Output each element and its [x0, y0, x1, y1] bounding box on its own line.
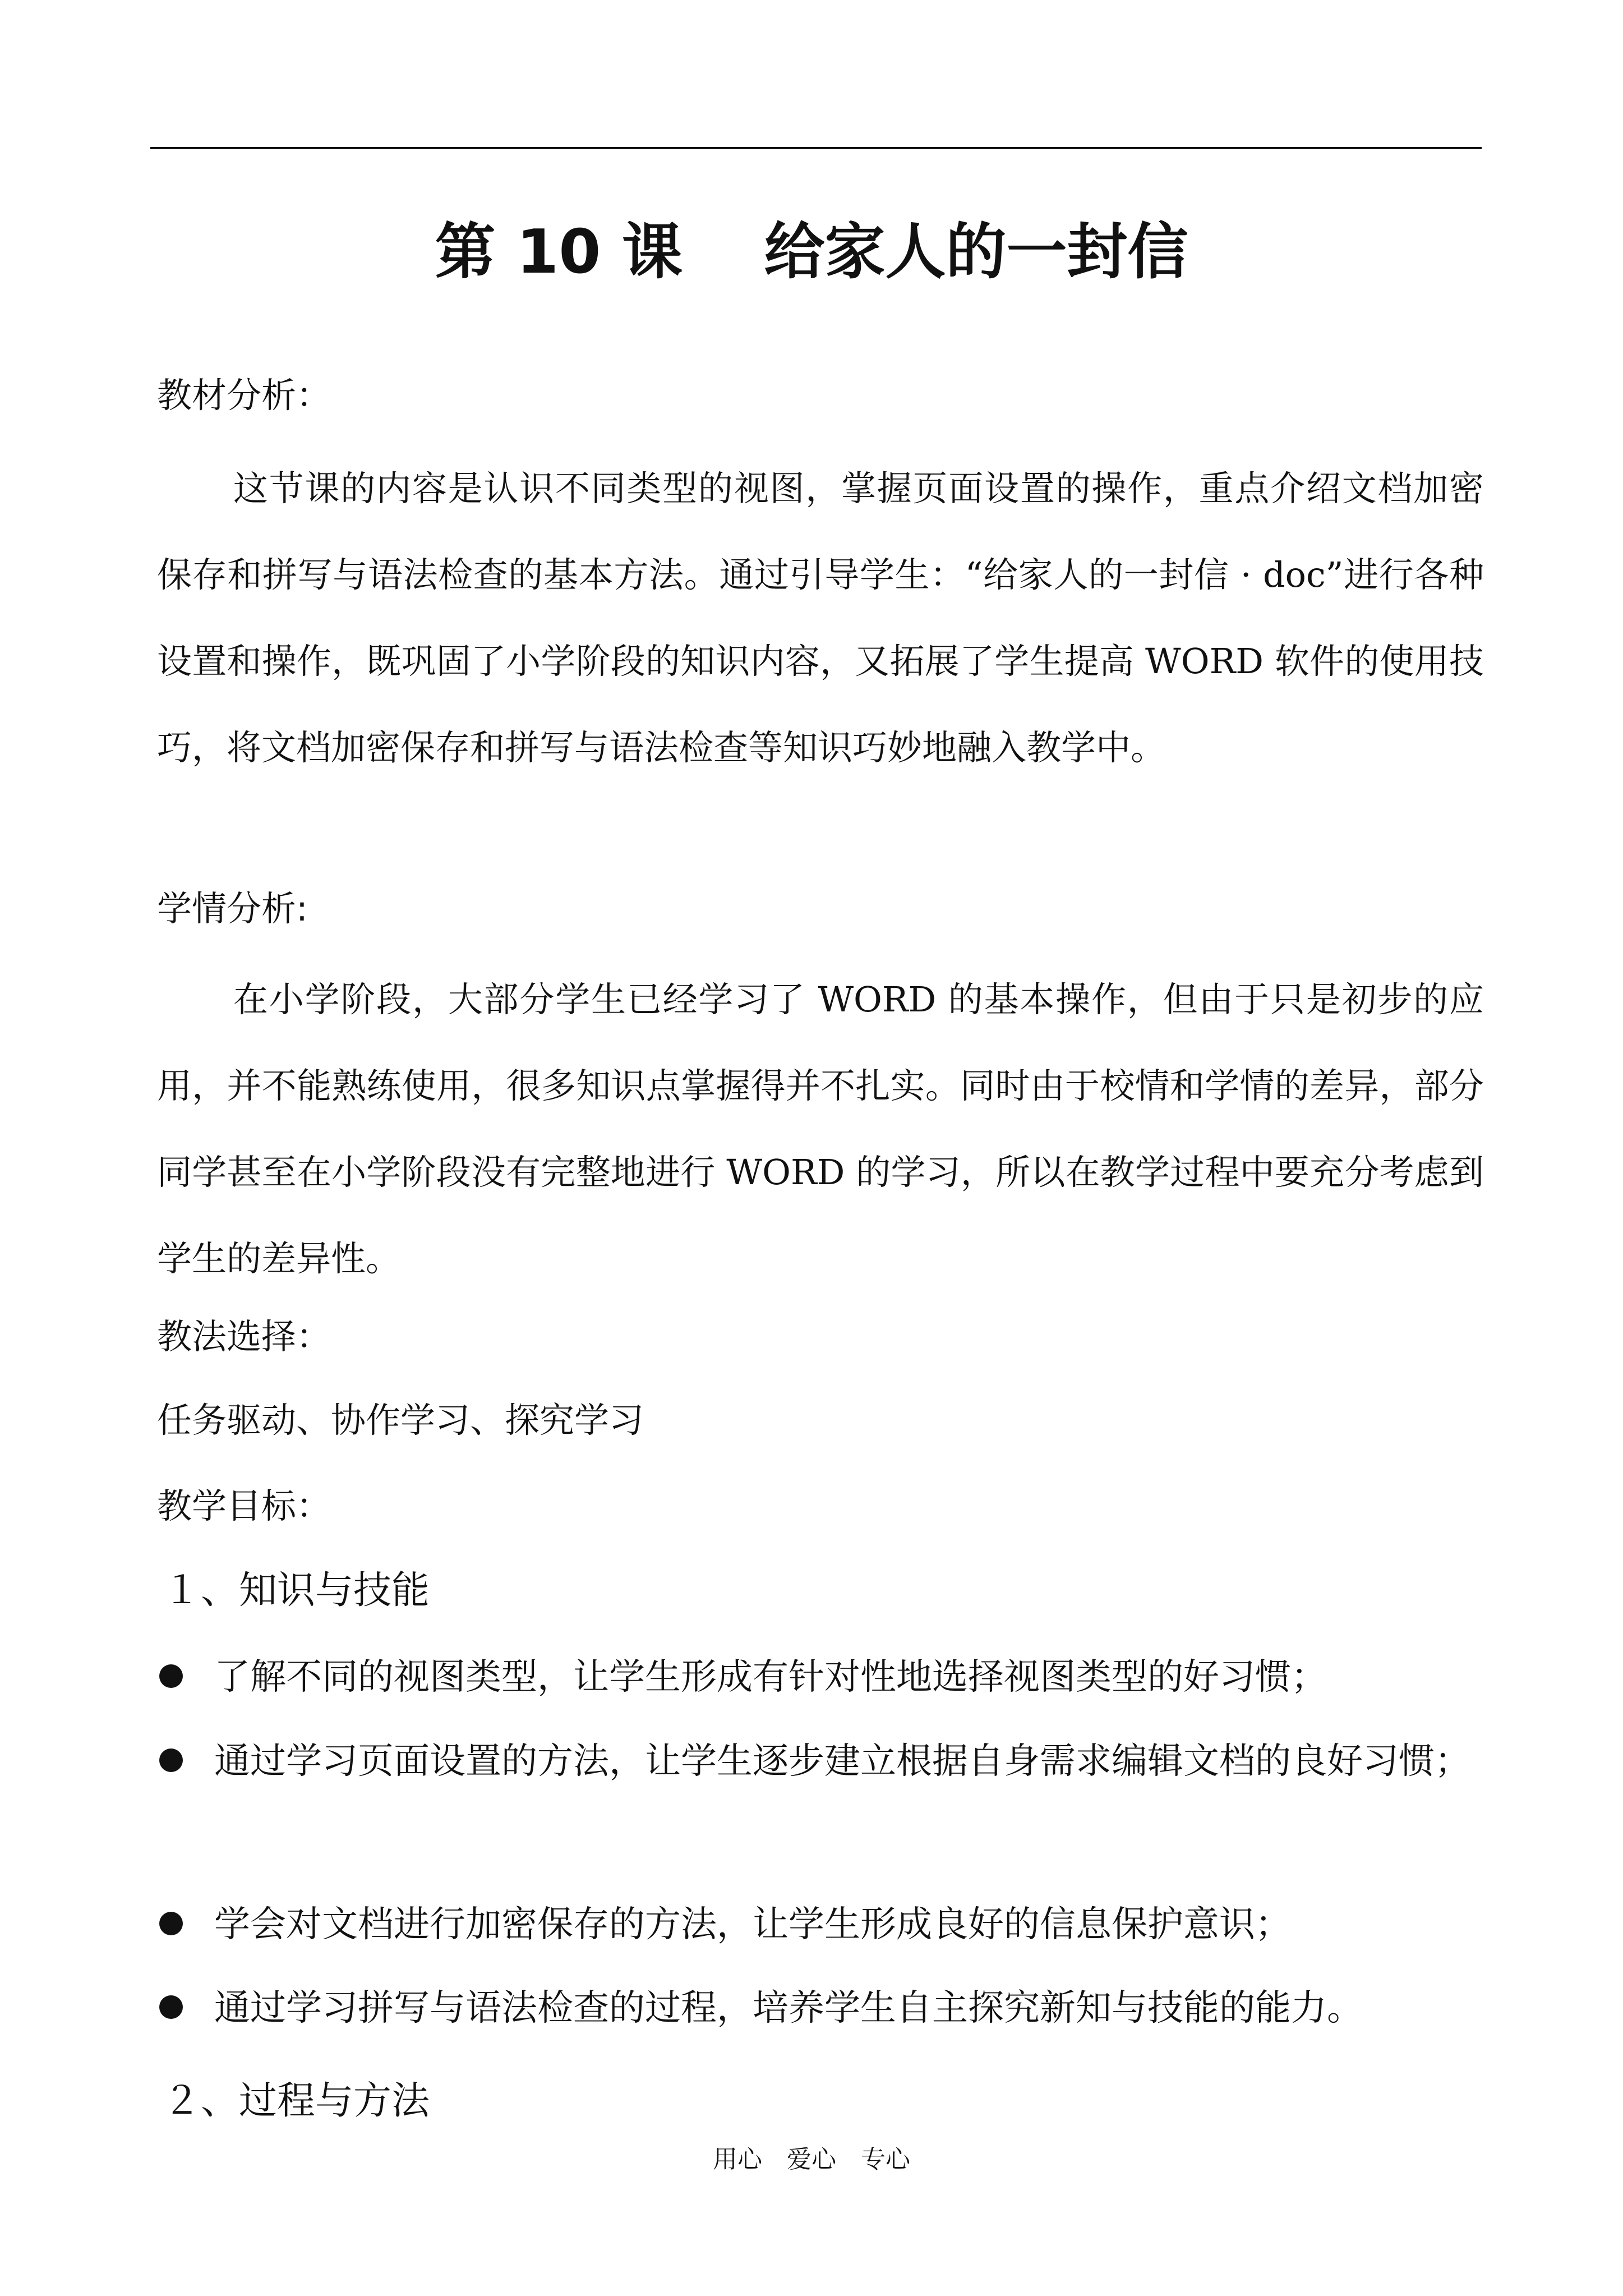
process-methods-subheading: ２、过程与方法	[163, 2079, 430, 2123]
goal-bullet-item	[157, 1635, 1484, 1719]
material-analysis-paragraph: 这节课的内容是认识不同类型的视图，掌握页面设置的操作，重点介绍文档加密保存和拼写与语法检查的基本方法。通过引导学生：“给家人的一封信 · doc”进行各种设置和操作，既巩固了小学阶段的知识内容，又拓展了学生提高 WORD 软件的使用技巧，将文档加密保存和拼写与语法检查等知识巧妙地融入教学中。	[157, 468, 1484, 768]
page-title: 第 10 课 给家人的一封信	[435, 217, 1188, 287]
bullet-dot-icon	[159, 1995, 183, 2019]
goal-bullet-item	[157, 1883, 1484, 1967]
method-selection-heading: 教法选择：	[157, 1316, 331, 1357]
material-analysis-heading: 教材分析：	[157, 375, 331, 416]
page-footer: 用心 爱心 专心	[713, 2145, 910, 2174]
student-analysis-paragraph: 在小学阶段，大部分学生已经学习了 WORD 的基本操作，但由于只是初步的应用，并不能熟练使用，很多知识点掌握得并不扎实。同时由于校情和学情的差异，部分同学甚至在小学阶段没有完整地进行 WORD 的学习，所以在教学过程中要充分考虑到学生的差异性。	[157, 979, 1484, 1279]
student-analysis-heading: 学情分析:	[157, 888, 308, 929]
knowledge-skills-subheading: １、知识与技能	[163, 1568, 430, 1613]
header-rule	[150, 147, 1482, 149]
teaching-goals-heading: 教学目标：	[157, 1485, 331, 1526]
bullet-dot-icon	[159, 1749, 183, 1772]
goal-bullet-text: 通过学习拼写与语法检查的过程，培养学生自主探究新知与技能的能力。	[214, 1987, 1363, 2029]
goal-bullet-item	[157, 1966, 1484, 2050]
goal-bullet-text: 学会对文档进行加密保存的方法，让学生形成良好的信息保护意识；	[214, 1904, 1291, 1945]
goal-bullet-text: 通过学习页面设置的方法，让学生逐步建立根据自身需求编辑文档的良好习惯；	[214, 1741, 1470, 1782]
bullet-dot-icon	[159, 1912, 183, 1935]
method-selection-text: 任务驱动、协作学习、探究学习	[157, 1400, 644, 1441]
bullet-dot-icon	[159, 1664, 183, 1688]
goal-bullet-item	[157, 1719, 1484, 1803]
goal-bullet-text: 了解不同的视图类型，让学生形成有针对性地选择视图类型的好习惯；	[214, 1657, 1327, 1698]
